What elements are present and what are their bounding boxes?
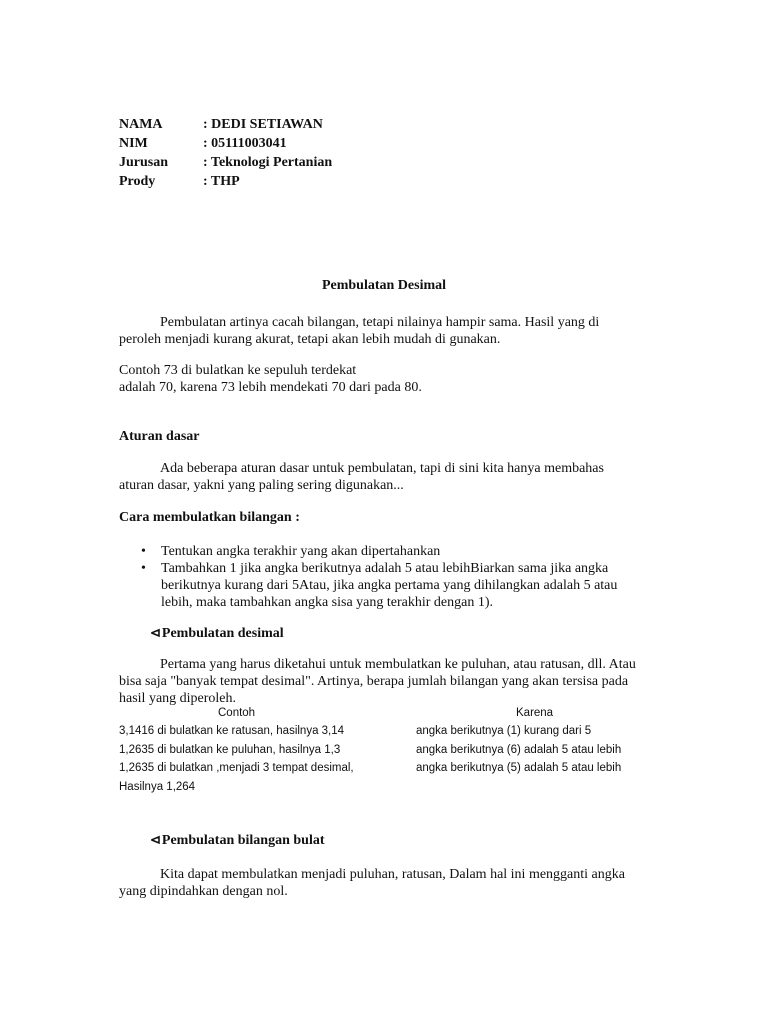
list-item (119, 543, 639, 560)
bullet-icon: • (141, 544, 146, 559)
table-cell-example: 1,2635 di bulatkan ,menjadi 3 tempat desimal, (119, 762, 354, 774)
example-line-1: Contoh 73 di bulatkan ke sepuluh terdekat (119, 363, 357, 378)
bulat-paragraph: Kita dapat membulatkan menjadi puluhan, ratusan, Dalam hal ini mengganti angka yang dipindahkan dengan nol. (119, 867, 625, 899)
cara-heading: Cara membulatkan bilangan : (119, 510, 300, 525)
aturan-paragraph: Ada beberapa aturan dasar untuk pembulatan, tapi di sini kita hanya membahas aturan dasar, yakni yang paling sering digunakan... (119, 461, 604, 493)
table-cell-reason: angka berikutnya (6) adalah 5 atau lebih (416, 744, 622, 756)
table-cell-reason: angka berikutnya (5) adalah 5 atau lebih (416, 762, 622, 774)
list-item (119, 560, 639, 611)
info-label-prody: Prody (119, 174, 156, 189)
bullet-icon: • (141, 561, 146, 576)
column-header-contoh: Contoh (218, 707, 256, 719)
cara-list (119, 543, 639, 611)
info-value-jurusan: : Teknologi Pertanian (203, 155, 333, 170)
column-header-karena: Karena (516, 707, 554, 719)
desimal-paragraph: Pertama yang harus diketahui untuk membulatkan ke puluhan, atau ratusan, dll. Atau bisa saja "banyak tempat desimal". Artinya, berapa jumlah bilangan yang akan tersisa pada hasil yang diperoleh. (119, 657, 636, 706)
desimal-heading (150, 625, 284, 642)
table-cell-result: Hasilnya 1,264 (119, 781, 196, 793)
intro-paragraph: Pembulatan artinya cacah bilangan, tetapi nilainya hampir sama. Hasil yang di peroleh menjadi kurang akurat, tetapi akan lebih mudah di gunakan. (119, 315, 600, 347)
arrow-left-icon: ⊲ (150, 832, 161, 847)
desimal-heading-text: Pembulatan desimal (161, 626, 284, 641)
example-line-2: adalah 70, karena 73 lebih mendekati 70 dari pada 80. (119, 380, 422, 395)
bulat-heading-text: Pembulatan bilangan bulat (161, 833, 325, 848)
info-value-nim: : 05111003041 (203, 136, 287, 151)
aturan-heading: Aturan dasar (119, 429, 200, 444)
info-label-jurusan: Jurusan (119, 155, 169, 170)
list-item-text: Tentukan angka terakhir yang akan dipertahankan (161, 544, 441, 559)
table-cell-example: 3,1416 di bulatkan ke ratusan, hasilnya 3,14 (119, 725, 345, 737)
info-value-prody: : THP (203, 174, 240, 189)
table-cell-example: 1,2635 di bulatkan ke puluhan, hasilnya 1,3 (119, 744, 341, 756)
bulat-heading (150, 832, 325, 849)
list-item-text: Tambahkan 1 jika angka berikutnya adalah 5 atau lebihBiarkan sama jika angka berikutnya kurang dari 5Atau, jika angka pertama yang dihilangkan adalah 5 atau lebih, maka tambahkan angka sisa yang terakhir dengan 1). (161, 561, 618, 610)
info-label-nama: NAMA (119, 117, 163, 132)
table-cell-reason: angka berikutnya (1) kurang dari 5 (416, 725, 592, 737)
info-value-nama: : DEDI SETIAWAN (203, 117, 323, 132)
info-label-nim: NIM (119, 136, 148, 151)
arrow-left-icon: ⊲ (150, 625, 161, 640)
page-title: Pembulatan Desimal (321, 278, 447, 293)
